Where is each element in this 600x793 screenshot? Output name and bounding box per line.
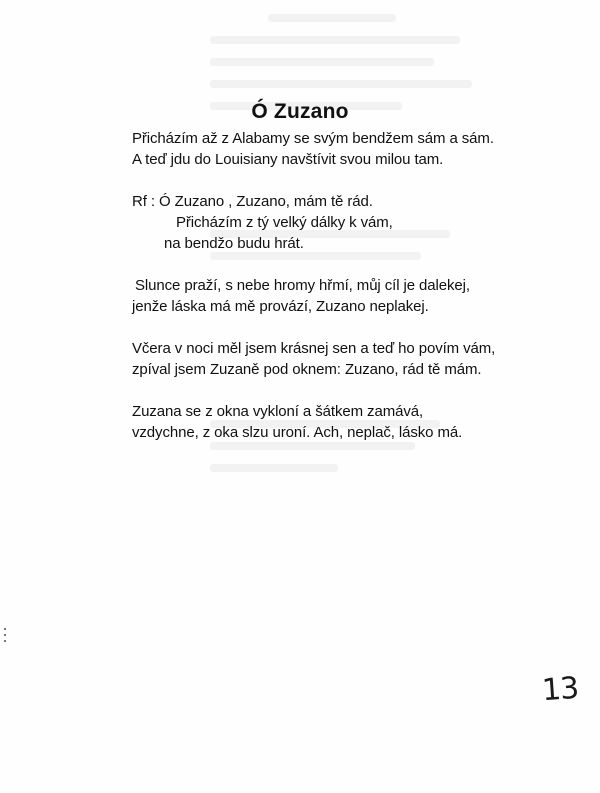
song-title: Ó Zuzano [251,100,349,123]
lyric-line: zpíval jsem Zuzaně pod oknem: Zuzano, rád tě mám. [132,361,482,378]
verse-4 [132,401,592,443]
lyric-line: Přicházím z tý velký dálky k vám, [176,214,393,231]
lyric-line: Rf : Ó Zuzano , Zuzano, mám tě rád. [132,193,373,210]
margin-marks [4,628,7,644]
refrain [132,191,592,254]
lyric-line: vzdychne, z oka slzu uroní. Ach, neplač, lásko má. [132,424,463,441]
page-number: 13 [540,670,580,709]
lyric-line: Včera v noci měl jsem krásnej sen a teď ho povím vám, [132,340,496,357]
verse-2 [132,275,592,317]
verse-1 [132,128,592,170]
lyric-line: A teď jdu do Louisiany navštívit svou milou tam. [132,151,444,168]
lyric-line: Zuzana se z okna vykloní a šátkem zamává, [132,403,424,420]
lyric-line: na bendžo budu hrát. [164,235,304,252]
verse-3 [132,338,592,380]
lyric-line: jenže láska má mě provází, Zuzano neplakej. [132,298,429,315]
lyric-line: Slunce praží, s nebe hromy hřmí, můj cíl je dalekej, [135,277,470,294]
lyric-line: Přicházím až z Alabamy se svým bendžem sám a sám. [132,130,494,147]
lyrics [132,128,592,464]
